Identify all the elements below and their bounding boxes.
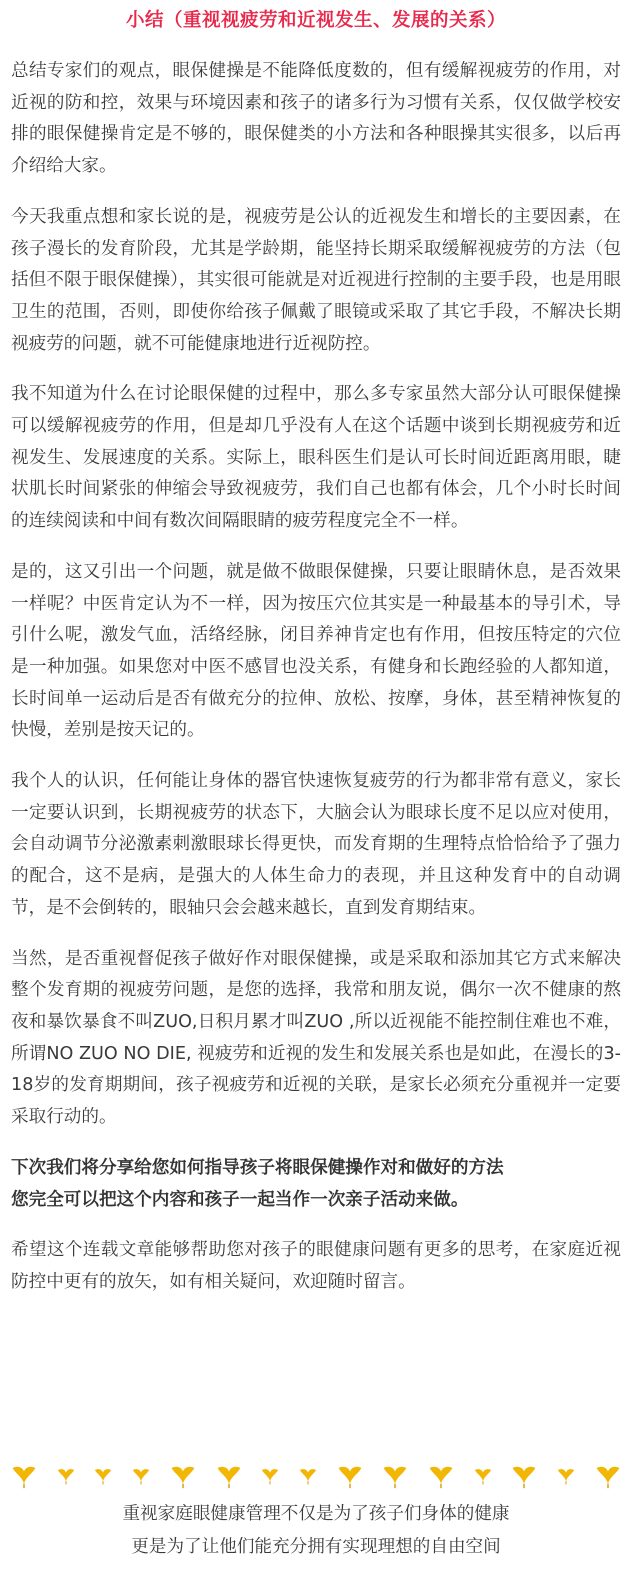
ginkgo-leaf-icon bbox=[215, 1461, 243, 1489]
ginkgo-leaf-icon bbox=[56, 1465, 76, 1485]
ginkgo-leaf-icon bbox=[510, 1461, 538, 1489]
next-episode-line-2: 您完全可以把这个内容和孩子一起当作一次亲子活动来做。 bbox=[11, 1189, 469, 1210]
paragraph-closing-wish: 希望这个连载文章能够帮助您对孩子的眼健康问题有更多的思考，在家庭近视防控中更有的放矢，如有相关疑问，欢迎随时留言。 bbox=[11, 1240, 621, 1292]
next-episode-notice bbox=[11, 1153, 621, 1216]
ginkgo-leaf-icon bbox=[93, 1465, 113, 1485]
article-title: 小结（重视视疲劳和近视发生、发展的关系） bbox=[125, 10, 506, 31]
ginkgo-leaf-icon bbox=[10, 1461, 38, 1489]
spacer bbox=[11, 38, 621, 56]
ginkgo-leaf-icon bbox=[260, 1465, 280, 1485]
ginkgo-leaf-icon bbox=[381, 1461, 409, 1489]
spacer bbox=[11, 1216, 621, 1235]
ginkgo-leaf-icon bbox=[336, 1461, 364, 1489]
spacer bbox=[11, 183, 621, 202]
paragraph-discussion: 我不知道为什么在讨论眼保健的过程中，那么多专家虽然大部分认可眼保健操可以缓解视疲劳的作用，但是却几乎没有人在这个话题中谈到长期视疲劳和近视发生、发展速度的关系。实际上，眼科医生们是认可长时间近距离用眼，睫状肌长时间紧张的伸缩会导致视疲劳，我们自己也都有体会，几个小时长时间的连续阅读和中间有数次间隔眼睛的疲劳程度完全不一样。 bbox=[11, 384, 621, 532]
spacer bbox=[11, 1134, 621, 1153]
spacer bbox=[11, 925, 621, 944]
closing-line-1: 重视家庭眼健康管理不仅是为了孩子们身体的健康 bbox=[122, 1504, 510, 1524]
ginkgo-leaf-icon bbox=[427, 1461, 455, 1489]
ginkgo-leaf-icon bbox=[556, 1465, 576, 1485]
ginkgo-leaf-icon bbox=[473, 1465, 493, 1485]
closing-slogan bbox=[0, 1498, 632, 1564]
spacer bbox=[11, 360, 621, 379]
closing-line-2: 更是为了让他们能充分拥有实现理想的自由空间 bbox=[131, 1537, 501, 1557]
spacer bbox=[11, 538, 621, 557]
paragraph-personal-view: 我个人的认识，任何能让身体的器官快速恢复疲劳的行为都非常有意义，家长一定要认识到，长期视疲劳的状态下，大脑会认为眼球长度不足以应对使用，会自动调节分泌激素刺激眼球长得更快，而发育期的生理特点恰恰给予了强力的配合，这不是病，是强大的人体生命力的表现，并且这种发育中的自动调节，是不会倒转的，眼轴只会会越来越长，直到发育期结束。 bbox=[11, 771, 621, 918]
ginkgo-leaf-icon bbox=[169, 1461, 197, 1489]
paragraph-conclusion: 当然，是否重视督促孩子做好作对眼保健操，或是采取和添加其它方式来解决整个发育期的视疲劳问题，是您的选择，我常和朋友说，偶尔一次不健康的熬夜和暴饮暴食不叫ZUO,日积月累才叫ZUO ,所以近视能不能控制住难也不难，所谓NO ZUO NO DIE, 视疲劳和近视的发生和发展关系也是如此，在漫长的3-18岁的发育期期间，孩子视疲劳和近视的关联，是家长必须充分重视并一定要采取行动的。 bbox=[11, 948, 621, 1128]
ginkgo-leaf-divider bbox=[10, 1460, 622, 1490]
spacer bbox=[11, 747, 621, 766]
paragraph-main-point: 今天我重点想和家长说的是，视疲劳是公认的近视发生和增长的主要因素，在孩子漫长的发育阶段，尤其是学龄期，能坚持长期采取缓解视疲劳的方法（包括但不限于眼保健操），其实很可能就是对近视进行控制的主要手段，也是用眼卫生的范围，否则，即使你给孩子佩戴了眼镜或采取了其它手段，不解决长期视疲劳的问题，就不可能健康地进行近视防控。 bbox=[11, 206, 621, 354]
ginkgo-leaf-icon bbox=[131, 1465, 151, 1485]
paragraph-summary: 总结专家们的观点，眼保健操是不能降低度数的，但有缓解视疲劳的作用，对近视的防和控，效果与环境因素和孩子的诸多行为习惯有关系，仅仅做学校安排的眼保健操肯定是不够的，眼保健类的小方法和各种眼操其实很多，以后再介绍给大家。 bbox=[11, 61, 621, 177]
paragraph-tcm: 是的，这又引出一个问题，就是做不做眼保健操，只要让眼睛休息，是否效果一样呢？中医肯定认为不一样，因为按压穴位其实是一种最基本的导引术，导引什么呢，激发气血，活络经脉，闭目养神肯定也有作用，但按压特定的穴位是一种加强。如果您对中医不感冒也没关系，有健身和长跑经验的人都知道，长时间单一运动后是否有做充分的拉伸、放松、按摩，身体，甚至精神恢复的快慢，差别是按天记的。 bbox=[11, 561, 621, 741]
next-episode-line-1: 下次我们将分享给您如何指导孩子将眼保健操作对和做好的方法 bbox=[11, 1157, 504, 1178]
ginkgo-leaf-icon bbox=[594, 1461, 622, 1489]
ginkgo-leaf-icon bbox=[298, 1465, 318, 1485]
